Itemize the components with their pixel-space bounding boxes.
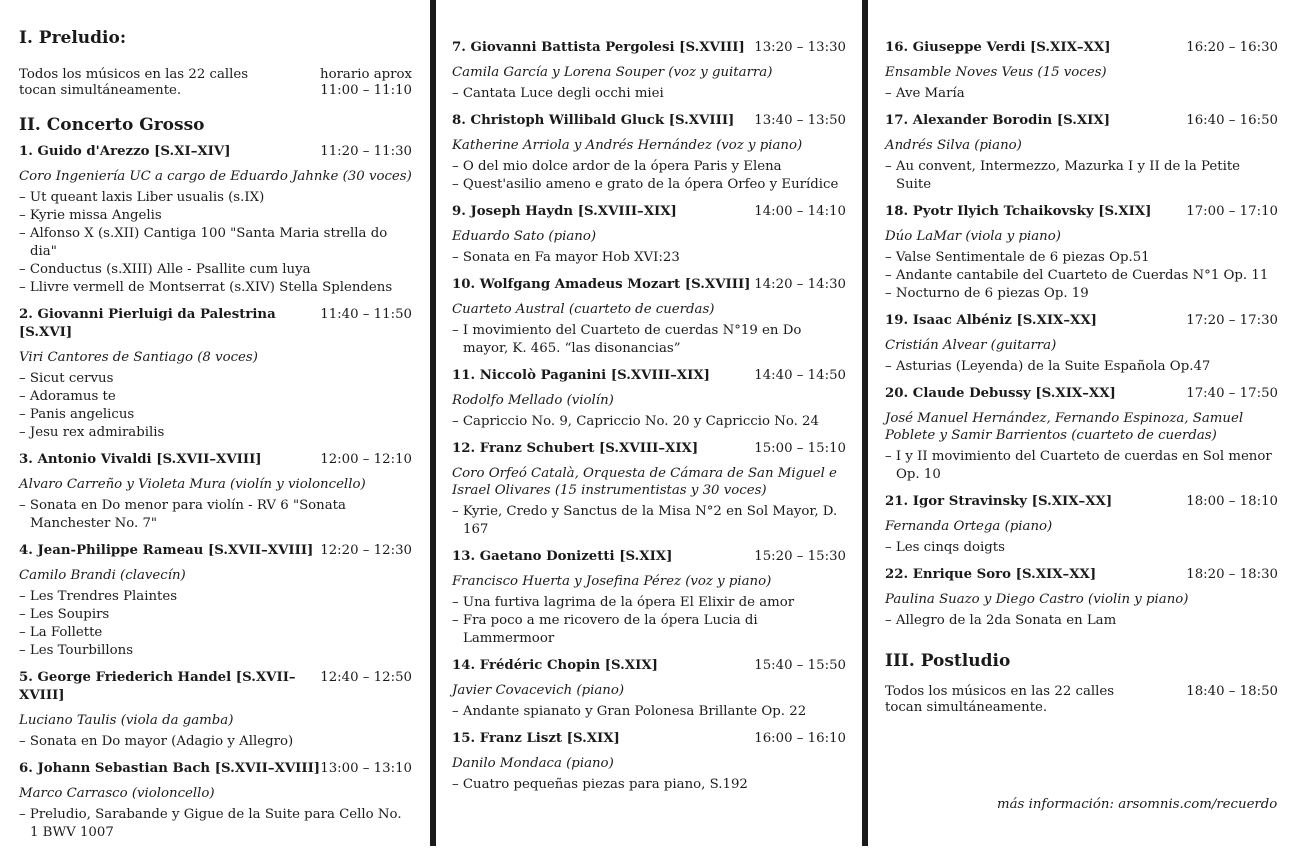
program-entry: [452, 548, 846, 648]
column-divider: [862, 0, 868, 846]
composer-name: 7. Giovanni Battista Pergolesi [S.XVIII]: [452, 40, 745, 55]
entry-header: [19, 143, 412, 161]
composer-name: 19. Isaac Albéniz [S.XIX–XX]: [885, 313, 1097, 328]
works-list: [885, 539, 1278, 557]
performers: Andrés Silva (piano): [885, 138, 1022, 153]
entry-header: [452, 39, 846, 57]
work-item: – Sonata en Do menor para violín - RV 6 "Sonata Manchester No. 7": [19, 498, 346, 531]
work-item: – Les Soupirs: [19, 607, 110, 622]
program-entry: [19, 669, 412, 751]
performers: Camilo Brandi (clavecín): [19, 568, 186, 583]
composer-name: 4. Jean-Philippe Rameau [S.XVII–XVIII]: [19, 543, 314, 558]
time-slot: 17:00 – 17:10: [1186, 204, 1278, 219]
work-item: – Jesu rex admirabilis: [19, 425, 165, 440]
composer-name: 3. Antonio Vivaldi [S.XVII–XVIII]: [19, 452, 262, 467]
work-item: – Cuatro pequeñas piezas para piano, S.192: [452, 777, 748, 792]
time-slot: 14:00 – 14:10: [754, 204, 846, 219]
work-item: – Capriccio No. 9, Capriccio No. 20 y Capriccio No. 24: [452, 414, 819, 429]
time-slot: 13:20 – 13:30: [754, 40, 846, 55]
entries-column-1: [19, 143, 412, 842]
composer-name: 12. Franz Schubert [S.XVIII–XIX]: [452, 441, 699, 456]
work-item: – Sonata en Fa mayor Hob XVI:23: [452, 250, 680, 265]
work-item: – Fra poco a me ricovero de la ópera Lucia di Lammermoor: [452, 613, 758, 646]
works-list: [452, 158, 846, 194]
entries-column-2: [452, 39, 846, 794]
entry-header: [452, 276, 846, 294]
time-slot: 14:40 – 14:50: [754, 368, 846, 383]
preludio-title: I. Preludio:: [19, 28, 127, 48]
preludio-time: 11:00 – 11:10: [320, 83, 412, 98]
time-slot: 15:20 – 15:30: [754, 549, 846, 564]
program-entry: [452, 367, 846, 431]
time-slot: 11:20 – 11:30: [320, 144, 412, 159]
work-item: – Kyrie missa Angelis: [19, 208, 162, 223]
program-entry: [885, 566, 1278, 630]
postludio-info: [885, 684, 1278, 716]
performers: José Manuel Hernández, Fernando Espinoza, Samuel Poblete y Samir Barrientos (cuarteto de cuerdas): [885, 411, 1244, 443]
composer-name: 6. Johann Sebastian Bach [S.XVII–XVIII]: [19, 761, 321, 776]
preludio-line-2: tocan simultáneamente.: [19, 83, 182, 98]
time-slot: 16:40 – 16:50: [1186, 113, 1278, 128]
work-item: – I y II movimiento del Cuarteto de cuerdas en Sol menor Op. 10: [885, 449, 1272, 482]
program-entry: [19, 143, 412, 297]
program-entry: [885, 112, 1278, 194]
time-slot: 16:00 – 16:10: [754, 731, 846, 746]
time-slot: 18:20 – 18:30: [1186, 567, 1278, 582]
postludio-line-2: tocan simultáneamente.: [885, 700, 1048, 715]
preludio-info: [19, 67, 412, 99]
composer-name: 9. Joseph Haydn [S.XVIII–XIX]: [452, 204, 677, 219]
entry-header: [452, 730, 846, 748]
work-item: – Cantata Luce degli occhi miei: [452, 86, 664, 101]
time-slot: 15:40 – 15:50: [754, 658, 846, 673]
performers: Coro Orfeó Català, Orquesta de Cámara de San Miguel e Israel Olivares (15 instrumentistas y 30 voces): [452, 466, 837, 498]
composer-name: 16. Giuseppe Verdi [S.XIX–XX]: [885, 40, 1111, 55]
entry-header: [452, 440, 846, 458]
composer-name: 20. Claude Debussy [S.XIX–XX]: [885, 386, 1116, 401]
work-item: – Les Trendres Plaintes: [19, 589, 178, 604]
work-item: – Alfonso X (s.XII) Cantiga 100 "Santa Maria strella do dia": [19, 226, 388, 259]
entry-header: [885, 203, 1278, 221]
work-item: – Sonata en Do mayor (Adagio y Allegro): [19, 734, 294, 749]
entry-header: [452, 203, 846, 221]
performers: Dúo LaMar (viola y piano): [885, 229, 1061, 244]
time-slot: 13:40 – 13:50: [754, 113, 846, 128]
composer-name: 13. Gaetano Donizetti [S.XIX]: [452, 549, 673, 564]
performers: Cuarteto Austral (cuarteto de cuerdas): [452, 302, 715, 317]
entry-header: [885, 39, 1278, 57]
works-list: [885, 158, 1278, 194]
time-slot: 17:20 – 17:30: [1186, 313, 1278, 328]
entry-header: [452, 548, 846, 566]
performers: Luciano Taulis (viola da gamba): [19, 713, 234, 728]
work-item: – Llivre vermell de Montserrat (s.XIV) Stella Splendens: [19, 280, 393, 295]
composer-name: 10. Wolfgang Amadeus Mozart [S.XVIII]: [452, 277, 751, 292]
work-item: – Conductus (s.XIII) Alle - Psallite cum luya: [19, 262, 311, 277]
program-entry: [452, 440, 846, 539]
column-2: [452, 0, 846, 803]
work-item: – Quest'asilio ameno e grato de la ópera Orfeo y Eurídice: [452, 177, 839, 192]
composer-name: 22. Enrique Soro [S.XIX–XX]: [885, 567, 1097, 582]
composer-name: 8. Christoph Willibald Gluck [S.XVIII]: [452, 113, 735, 128]
works-list: [885, 85, 1278, 103]
works-list: [452, 703, 846, 721]
composer-name: 2. Giovanni Pierluigi da Palestrina [S.XVI]: [19, 307, 276, 340]
work-item: – Sicut cervus: [19, 371, 114, 386]
entry-header: [452, 112, 846, 130]
time-slot: 17:40 – 17:50: [1186, 386, 1278, 401]
entry-header: [885, 112, 1278, 130]
composer-name: 5. George Friederich Handel [S.XVII–XVIII]: [19, 670, 296, 703]
preludio-line-1: Todos los músicos en las 22 calles: [19, 67, 249, 82]
concerto-grosso-title: II. Concerto Grosso: [19, 115, 205, 135]
program-entry: [452, 730, 846, 794]
postludio-time: 18:40 – 18:50: [1186, 684, 1278, 699]
more-info-footer: más información: arsomnis.com/recuerdo: [997, 797, 1278, 812]
program-entry: [452, 39, 846, 103]
program-entry: [885, 385, 1278, 484]
performers: Viri Cantores de Santiago (8 voces): [19, 350, 258, 365]
work-item: – Ave María: [885, 86, 965, 101]
works-list: [452, 776, 846, 794]
performers: Coro Ingeniería UC a cargo de Eduardo Jahnke (30 voces): [19, 169, 412, 184]
works-list: [885, 249, 1278, 303]
program-entry: [885, 203, 1278, 303]
time-slot: 12:20 – 12:30: [320, 543, 412, 558]
composer-name: 1. Guido d'Arezzo [S.XI–XIV]: [19, 144, 231, 159]
works-list: [452, 503, 846, 539]
performers: Marco Carrasco (violoncello): [19, 786, 215, 801]
time-slot: 15:00 – 15:10: [754, 441, 846, 456]
program-entry: [885, 312, 1278, 376]
preludio-time-label: horario aprox: [320, 67, 412, 82]
work-item: – Adoramus te: [19, 389, 116, 404]
works-list: [452, 322, 846, 358]
composer-name: 17. Alexander Borodin [S.XIX]: [885, 113, 1111, 128]
entry-header: [885, 566, 1278, 584]
work-item: – Valse Sentimentale de 6 piezas Op.51: [885, 250, 1150, 265]
time-slot: 12:40 – 12:50: [320, 670, 412, 685]
performers: Javier Covacevich (piano): [452, 683, 625, 698]
composer-name: 11. Niccolò Paganini [S.XVIII–XIX]: [452, 368, 710, 383]
works-list: [19, 370, 412, 442]
program-entry: [885, 493, 1278, 557]
entry-header: [885, 312, 1278, 330]
entry-header: [452, 367, 846, 385]
entry-header: [885, 493, 1278, 511]
work-item: – O del mio dolce ardor de la ópera Paris y Elena: [452, 159, 782, 174]
program-entry: [19, 306, 412, 442]
composer-name: 21. Igor Stravinsky [S.XIX–XX]: [885, 494, 1113, 509]
works-list: [19, 588, 412, 660]
performers: Cristián Alvear (guitarra): [885, 338, 1057, 353]
program-entry: [19, 451, 412, 533]
program-entry: [885, 39, 1278, 103]
work-item: – Panis angelicus: [19, 407, 135, 422]
entry-header: [452, 657, 846, 675]
works-list: [452, 594, 846, 648]
time-slot: 12:00 – 12:10: [320, 452, 412, 467]
work-item: – Kyrie, Credo y Sanctus de la Misa N°2 en Sol Mayor, D. 167: [452, 504, 838, 537]
time-slot: 16:20 – 16:30: [1186, 40, 1278, 55]
work-item: – La Follette: [19, 625, 103, 640]
postludio-title: III. Postludio: [885, 651, 1011, 671]
works-list: [19, 497, 412, 533]
time-slot: 13:00 – 13:10: [320, 761, 412, 776]
entry-header: [19, 542, 412, 560]
works-list: [885, 612, 1278, 630]
work-item: – Ut queant laxis Liber usualis (s.IX): [19, 190, 265, 205]
column-1: [19, 0, 412, 851]
composer-name: 18. Pyotr Ilyich Tchaikovsky [S.XIX]: [885, 204, 1152, 219]
works-list: [452, 249, 846, 267]
postludio-line-1: Todos los músicos en las 22 calles: [885, 684, 1115, 699]
works-list: [452, 413, 846, 431]
column-3: [885, 0, 1278, 716]
performers: Fernanda Ortega (piano): [885, 519, 1053, 534]
program-entry: [19, 542, 412, 660]
performers: Danilo Mondaca (piano): [452, 756, 614, 771]
entry-header: [19, 451, 412, 469]
work-item: – Preludio, Sarabande y Gigue de la Suite para Cello No. 1 BWV 1007: [19, 807, 402, 840]
work-item: – Allegro de la 2da Sonata en Lam: [885, 613, 1117, 628]
work-item: – Andante spianato y Gran Polonesa Brillante Op. 22: [452, 704, 807, 719]
entry-header: [19, 760, 412, 778]
performers: Francisco Huerta y Josefina Pérez (voz y piano): [452, 574, 772, 589]
works-list: [19, 189, 412, 297]
program-entry: [452, 112, 846, 194]
entry-header: [19, 306, 412, 342]
works-list: [19, 806, 412, 842]
works-list: [19, 733, 412, 751]
program-entry: [452, 203, 846, 267]
composer-name: 14. Frédéric Chopin [S.XIX]: [452, 658, 658, 673]
program-entry: [19, 760, 412, 842]
work-item: – Nocturno de 6 piezas Op. 19: [885, 286, 1089, 301]
entry-header: [19, 669, 412, 705]
works-list: [885, 358, 1278, 376]
program-entry: [452, 657, 846, 721]
entries-column-3: [885, 39, 1278, 630]
performers: Camila García y Lorena Souper (voz y guitarra): [452, 65, 773, 80]
time-slot: 18:00 – 18:10: [1186, 494, 1278, 509]
performers: Rodolfo Mellado (violín): [452, 393, 614, 408]
entry-header: [885, 385, 1278, 403]
work-item: – Una furtiva lagrima de la ópera El Elixir de amor: [452, 595, 795, 610]
time-slot: 11:40 – 11:50: [320, 307, 412, 322]
work-item: – Les Tourbillons: [19, 643, 134, 658]
performers: Alvaro Carreño y Violeta Mura (violín y violoncello): [19, 477, 366, 492]
work-item: – Asturias (Leyenda) de la Suite Española Op.47: [885, 359, 1211, 374]
works-list: [885, 448, 1278, 484]
program-entry: [452, 276, 846, 358]
performers: Ensamble Noves Veus (15 voces): [885, 65, 1107, 80]
work-item: – Les cinqs doigts: [885, 540, 1005, 555]
performers: Eduardo Sato (piano): [452, 229, 597, 244]
performers: Katherine Arriola y Andrés Hernández (voz y piano): [452, 138, 803, 153]
time-slot: 14:20 – 14:30: [754, 277, 846, 292]
works-list: [452, 85, 846, 103]
work-item: – Au convent, Intermezzo, Mazurka I y II de la Petite Suite: [885, 159, 1241, 192]
work-item: – I movimiento del Cuarteto de cuerdas N°19 en Do mayor, K. 465. “las disonancias”: [452, 323, 802, 356]
composer-name: 15. Franz Liszt [S.XIX]: [452, 731, 620, 746]
column-divider: [430, 0, 436, 846]
performers: Paulina Suazo y Diego Castro (violin y piano): [885, 592, 1189, 607]
work-item: – Andante cantabile del Cuarteto de Cuerdas N°1 Op. 11: [885, 268, 1269, 283]
